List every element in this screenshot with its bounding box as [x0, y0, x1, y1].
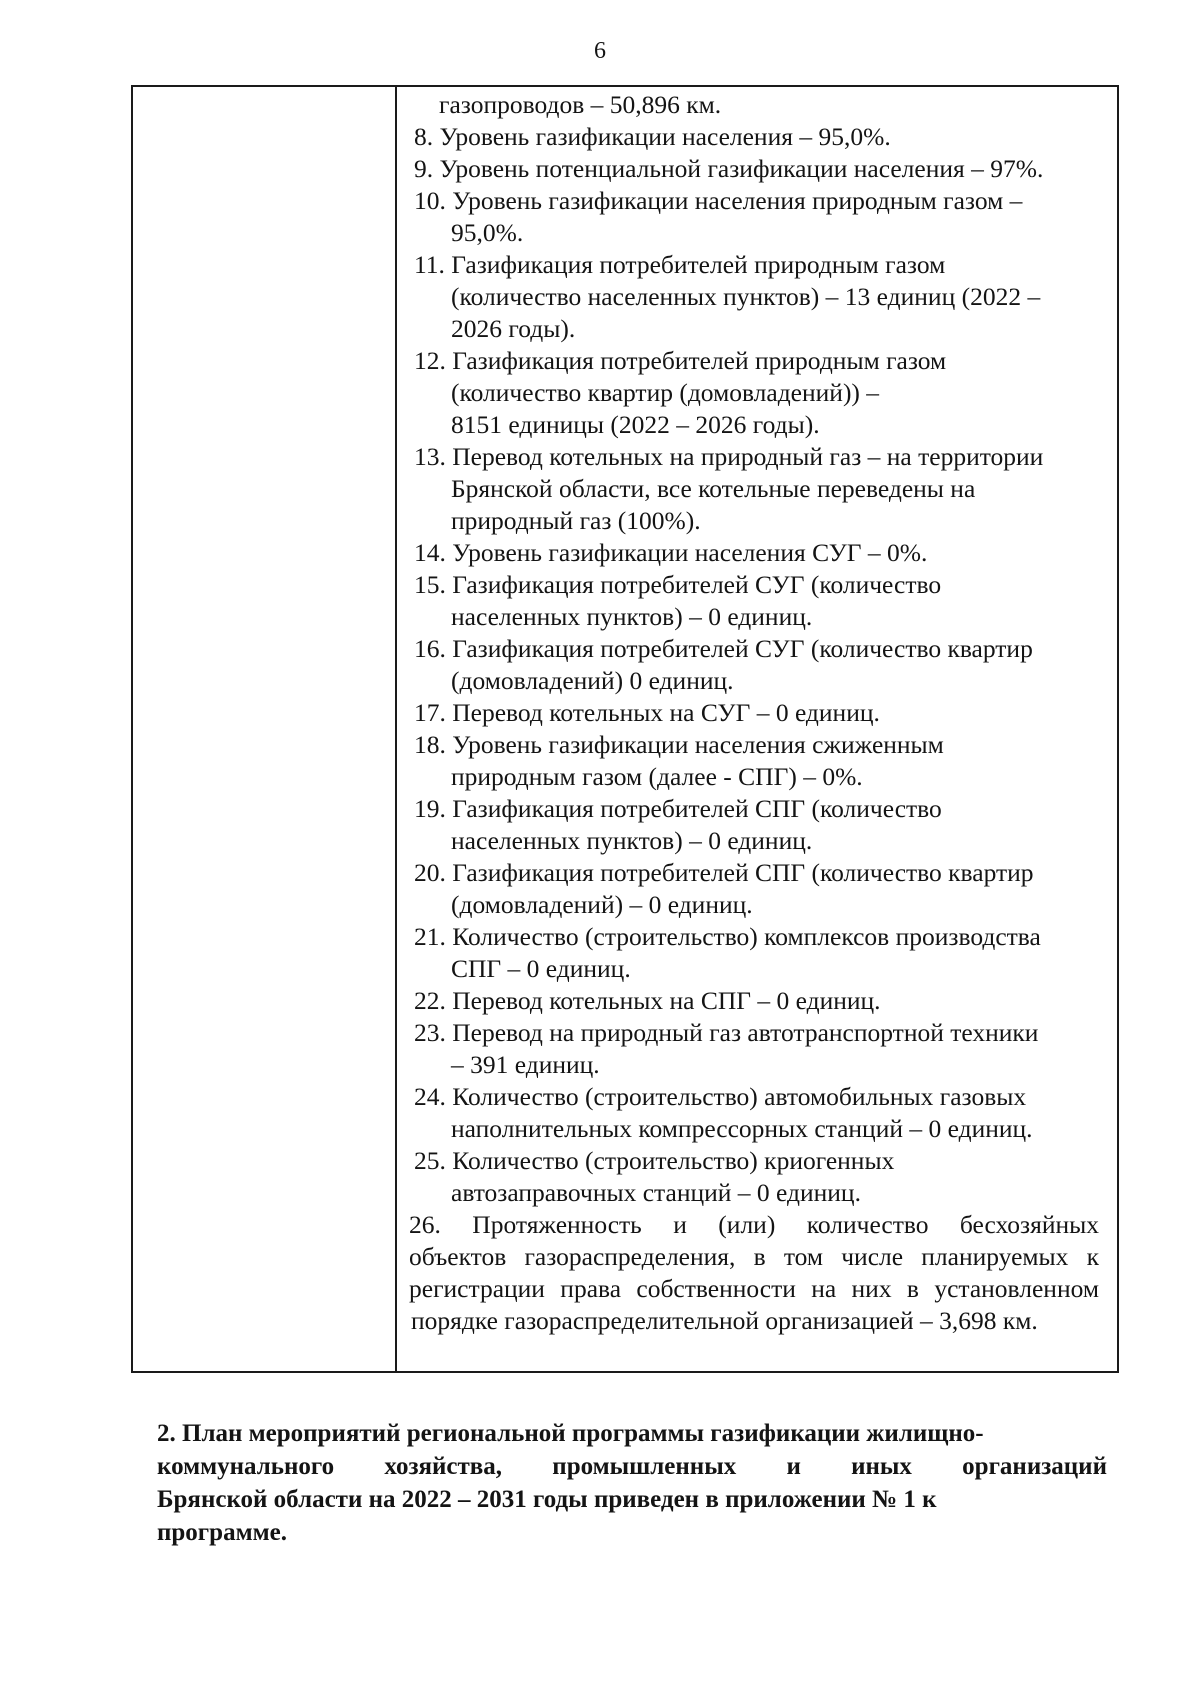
table-line: автозаправочных станций – 0 единиц.	[451, 1178, 861, 1207]
table-line: природным газом (далее - СПГ) – 0%.	[451, 762, 863, 791]
table-left-cell	[133, 87, 397, 1371]
table-line: природный газ (100%).	[451, 506, 701, 535]
table-line: 26. Протяженность и (или) количество бесхозяйных	[409, 1210, 1099, 1239]
table-line: 8. Уровень газификации населения – 95,0%.	[414, 122, 891, 151]
closing-line: 2. План мероприятий региональной программы газификации жилищно-	[157, 1420, 984, 1447]
table-line: 19. Газификация потребителей СПГ (количество	[414, 794, 942, 823]
indicators-table	[131, 85, 1119, 1373]
table-line: 24. Количество (строительство) автомобильных газовых	[414, 1082, 1027, 1111]
table-line: населенных пунктов) – 0 единиц.	[451, 826, 813, 855]
table-line: (количество населенных пунктов) – 13 единиц (2022 –	[451, 282, 1041, 311]
table-line: регистрации права собственности на них в установленном	[409, 1274, 1099, 1303]
table-line: (домовладений) – 0 единиц.	[451, 890, 753, 919]
table-line: 17. Перевод котельных на СУГ – 0 единиц.	[414, 698, 880, 727]
table-line: 22. Перевод котельных на СПГ – 0 единиц.	[414, 986, 881, 1015]
table-line: 10. Уровень газификации населения природным газом –	[414, 186, 1023, 215]
closing-paragraph	[157, 1417, 1107, 1549]
table-line: 16. Газификация потребителей СУГ (количество квартир	[414, 634, 1033, 663]
table-line: 25. Количество (строительство) криогенных	[414, 1146, 895, 1175]
table-line: 20. Газификация потребителей СПГ (количество квартир	[414, 858, 1034, 887]
closing-line: Брянской области на 2022 – 2031 годы приведен в приложении № 1 к	[157, 1486, 937, 1513]
table-line: СПГ – 0 единиц.	[451, 954, 631, 983]
table-line: объектов газораспределения, в том числе планируемых к	[409, 1242, 1099, 1271]
table-line: 13. Перевод котельных на природный газ – на территории	[414, 442, 1044, 471]
table-right-cell	[409, 87, 1105, 1371]
table-line: Брянской области, все котельные переведены на	[451, 474, 976, 503]
table-line: 8151 единицы (2022 – 2026 годы).	[451, 410, 820, 439]
table-line: 12. Газификация потребителей природным газом	[414, 346, 947, 375]
table-line: 11. Газификация потребителей природным газом	[414, 250, 946, 279]
table-line: 95,0%.	[451, 218, 524, 247]
table-line: (количество квартир (домовладений)) –	[451, 378, 880, 407]
table-line: (домовладений) 0 единиц.	[451, 666, 734, 695]
table-line: порядке газораспределительной организацией – 3,698 км.	[411, 1306, 1038, 1335]
table-line: 15. Газификация потребителей СУГ (количество	[414, 570, 942, 599]
closing-line: коммунального хозяйства, промышленных и иных организаций	[157, 1453, 1107, 1480]
table-line: наполнительных компрессорных станций – 0 единиц.	[451, 1114, 1033, 1143]
table-line: 9. Уровень потенциальной газификации населения – 97%.	[414, 154, 1044, 183]
table-line: – 391 единиц.	[451, 1050, 600, 1079]
table-line: населенных пунктов) – 0 единиц.	[451, 602, 813, 631]
table-line: 23. Перевод на природный газ автотранспортной техники	[414, 1018, 1039, 1047]
table-line: 14. Уровень газификации населения СУГ – 0%.	[414, 538, 928, 567]
page-number: 6	[594, 38, 606, 64]
table-line: 21. Количество (строительство) комплексов производства	[414, 922, 1041, 951]
table-line: 2026 годы).	[451, 314, 576, 343]
closing-line: программе.	[157, 1519, 287, 1546]
table-line: 18. Уровень газификации населения сжиженным	[414, 730, 944, 759]
table-line: газопроводов – 50,896 км.	[439, 90, 722, 119]
